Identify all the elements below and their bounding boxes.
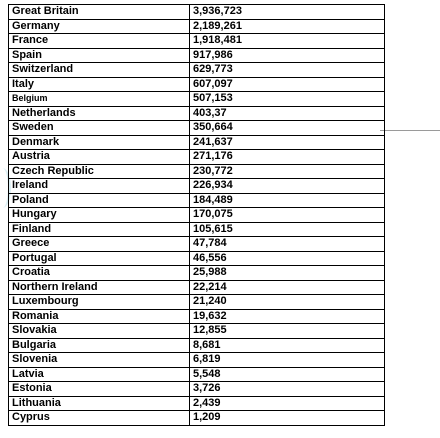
table-row [9,309,385,324]
value-cell: 226,934 [190,179,385,194]
value-cell: 21,240 [190,295,385,310]
country-cell: Denmark [9,135,190,150]
country-cell: Croatia [9,266,190,281]
country-cell: Latvia [9,367,190,382]
country-cell: Lithuania [9,396,190,411]
table-row [9,208,385,223]
table-row [9,396,385,411]
table-body [9,5,385,426]
country-cell: Northern Ireland [9,280,190,295]
value-cell: 3,936,723 [190,5,385,20]
value-cell: 12,855 [190,324,385,339]
value-cell: 2,439 [190,396,385,411]
table-row [9,411,385,426]
country-cell: Belgium [9,92,190,107]
country-cell: Netherlands [9,106,190,121]
value-cell: 607,097 [190,77,385,92]
table-row [9,121,385,136]
country-cell: Germany [9,19,190,34]
table-row [9,19,385,34]
country-cell: Finland [9,222,190,237]
table-row [9,324,385,339]
table-row [9,237,385,252]
country-cell: Switzerland [9,63,190,78]
table-row [9,179,385,194]
value-cell: 105,615 [190,222,385,237]
table-row [9,63,385,78]
table-row [9,280,385,295]
value-cell: 46,556 [190,251,385,266]
country-cell: Great Britain [9,5,190,20]
value-cell: 184,489 [190,193,385,208]
table-row [9,48,385,63]
value-cell: 2,189,261 [190,19,385,34]
country-cell: Ireland [9,179,190,194]
table-row [9,34,385,49]
value-cell: 25,988 [190,266,385,281]
value-cell: 403,37 [190,106,385,121]
value-cell: 47,784 [190,237,385,252]
country-cell: Luxembourg [9,295,190,310]
country-cell: Slovakia [9,324,190,339]
table-row [9,106,385,121]
table-row [9,164,385,179]
country-cell: Portugal [9,251,190,266]
value-cell: 22,214 [190,280,385,295]
table-row [9,92,385,107]
value-cell: 5,548 [190,367,385,382]
country-cell: Bulgaria [9,338,190,353]
country-value-table [8,4,385,426]
table-row [9,251,385,266]
value-cell: 3,726 [190,382,385,397]
country-cell: Austria [9,150,190,165]
value-cell: 271,176 [190,150,385,165]
value-cell: 350,664 [190,121,385,136]
value-cell: 19,632 [190,309,385,324]
table-row [9,266,385,281]
country-cell: Hungary [9,208,190,223]
value-cell: 917,986 [190,48,385,63]
value-cell: 1,918,481 [190,34,385,49]
country-cell: Estonia [9,382,190,397]
country-cell: Cyprus [9,411,190,426]
country-cell: Greece [9,237,190,252]
country-cell: Czech Republic [9,164,190,179]
value-cell: 629,773 [190,63,385,78]
value-cell: 6,819 [190,353,385,368]
table-row [9,338,385,353]
table-row [9,367,385,382]
value-cell: 8,681 [190,338,385,353]
table-row [9,382,385,397]
country-cell: Sweden [9,121,190,136]
table-row [9,295,385,310]
table-row [9,222,385,237]
table-row [9,77,385,92]
country-cell: France [9,34,190,49]
country-cell: Spain [9,48,190,63]
table-row [9,5,385,20]
country-cell: Italy [9,77,190,92]
table-row [9,193,385,208]
value-cell: 170,075 [190,208,385,223]
value-cell: 1,209 [190,411,385,426]
value-cell: 507,153 [190,92,385,107]
table-row [9,135,385,150]
table-row [9,150,385,165]
value-cell: 241,637 [190,135,385,150]
table-row [9,353,385,368]
country-cell: Romania [9,309,190,324]
value-cell: 230,772 [190,164,385,179]
stray-divider-line [380,130,440,131]
country-cell: Slovenia [9,353,190,368]
country-cell: Poland [9,193,190,208]
